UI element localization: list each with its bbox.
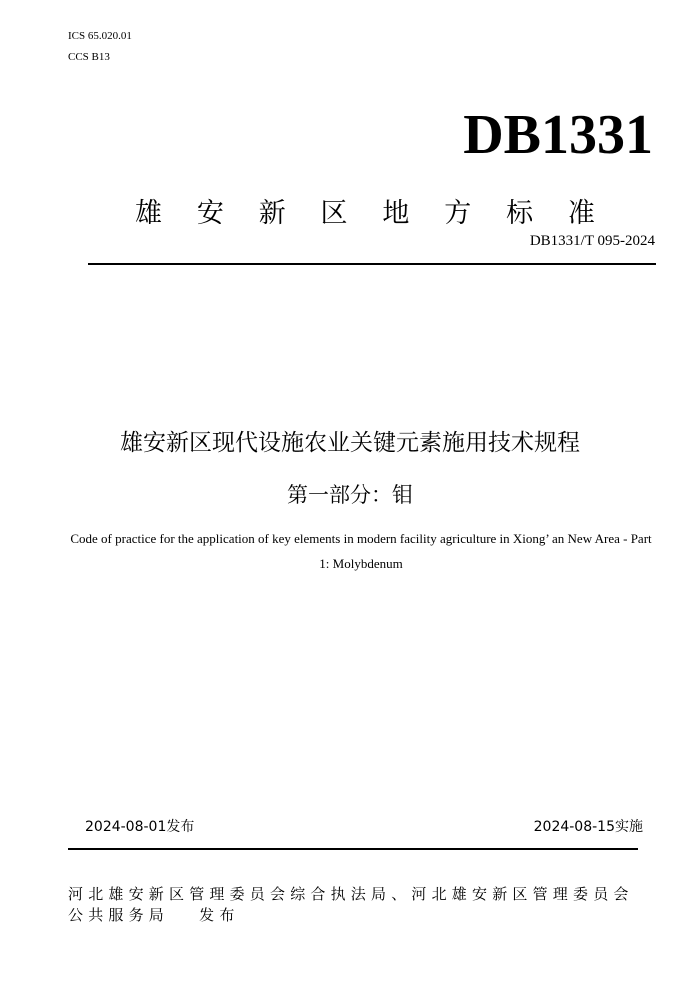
ics-code: ICS 65.020.01 xyxy=(68,30,132,42)
standard-kind xyxy=(135,194,595,234)
standard-kind-char: 方 xyxy=(444,198,472,229)
bottom-divider xyxy=(68,848,638,850)
standard-kind-char: 区 xyxy=(320,198,348,229)
publisher: 河北雄安新区管理委员会综合执法局、河北雄安新区管理委员会公共服务局 发布 xyxy=(68,885,634,924)
standard-kind-char: 地 xyxy=(382,198,410,229)
ccs-code: CCS B13 xyxy=(68,51,110,63)
issue-date: 2024-08-01发布 xyxy=(85,819,195,835)
standard-kind-char: 雄 xyxy=(135,198,162,229)
document-title: 雄安新区现代设施农业关键元素施用技术规程 xyxy=(120,430,580,456)
document-part-title: 第一部分：钼 xyxy=(287,483,413,507)
standard-code: DB1331 xyxy=(463,104,653,166)
top-divider xyxy=(88,263,656,265)
implementation-date: 2024-08-15实施 xyxy=(533,819,643,835)
standard-kind-char: 标 xyxy=(506,198,534,229)
standard-kind-char: 安 xyxy=(196,198,224,229)
standard-kind-char: 准 xyxy=(567,198,595,229)
standard-number: DB1331/T 095-2024 xyxy=(529,233,655,249)
english-title: Code of practice for the application of key elements in modern facility agriculture in Xiong’ an New Area - Part 1: Molybdenum xyxy=(70,531,652,571)
standard-kind-char: 新 xyxy=(258,198,286,229)
